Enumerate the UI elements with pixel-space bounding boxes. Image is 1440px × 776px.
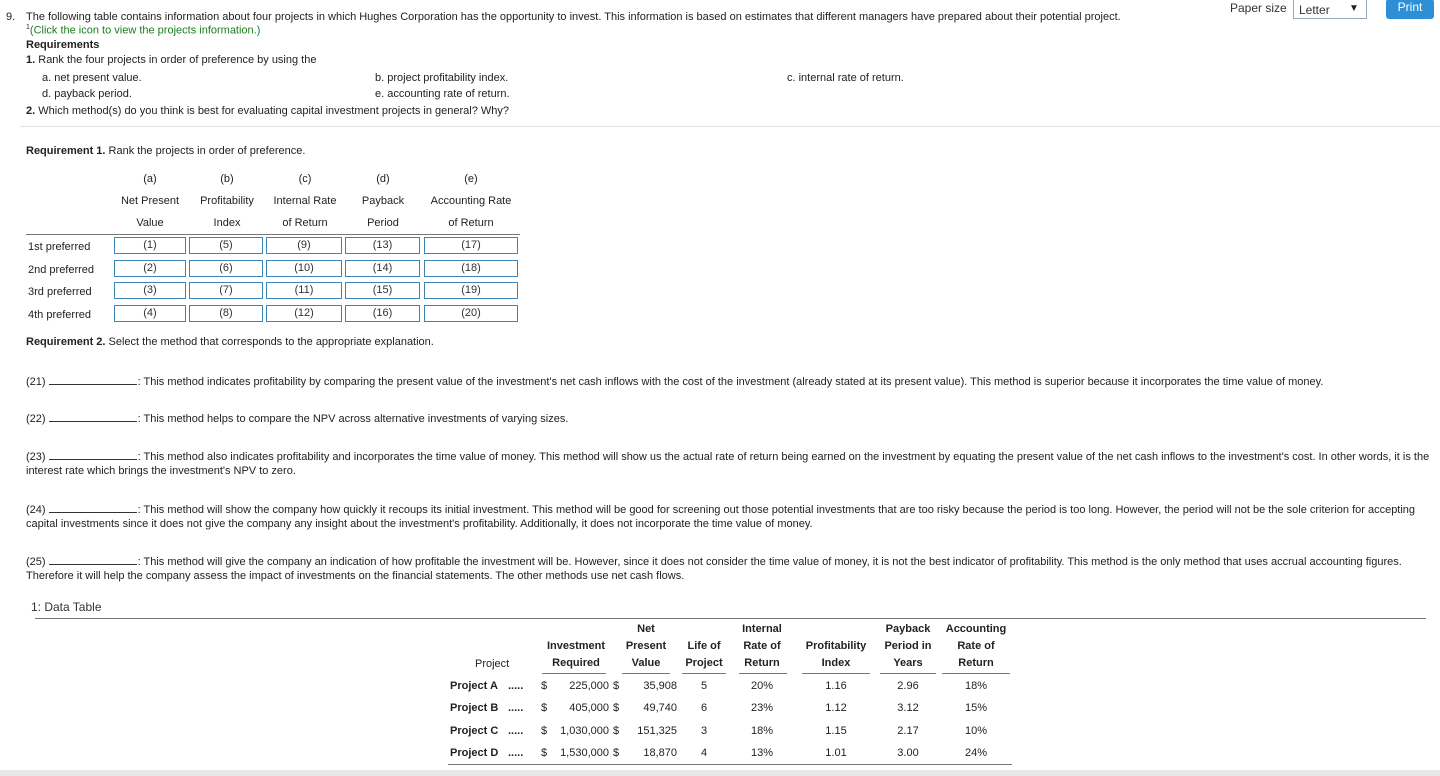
- row-a-project: Project A: [450, 680, 498, 692]
- col-e-letter: (e): [464, 173, 478, 185]
- hdr-payback-1: Payback: [885, 623, 931, 635]
- explanation-num-23: (23): [26, 451, 46, 463]
- explanation-22: [26, 411, 1431, 426]
- col-d-line2: Period: [367, 217, 399, 229]
- option-d: d. payback period.: [42, 88, 132, 100]
- req1-title-bold: Requirement 1.: [26, 145, 106, 157]
- hdr-irr-3: Return: [744, 657, 780, 669]
- hdr-underline-investment: [542, 673, 606, 674]
- explanation-num-24: (24): [26, 504, 46, 516]
- col-c-letter: (c): [298, 173, 312, 185]
- rank-input-12[interactable]: (12): [266, 305, 342, 322]
- col-a-line2: Value: [136, 217, 164, 229]
- col-d-letter: (d): [376, 173, 390, 185]
- table-header-line: [26, 234, 520, 235]
- row-a-dollar1: $: [541, 680, 548, 692]
- row-d-project: Project D: [450, 747, 499, 759]
- hdr-irr-2: Rate of: [743, 640, 781, 652]
- dropdown-arrow-icon[interactable]: ▼: [1349, 3, 1359, 14]
- explanation-text-23: : This method also indicates profitability and incorporates the time value of money. This method will show us the actual rate of return being earned on the investment by equating the present value of the net cash inflows to the investment's cost. In other words, it is the interest rate which brings the investment's NPV to zero.: [26, 451, 1430, 477]
- explanation-text-24: : This method will show the company how quickly it recoups its initial investment. This method will be good for screening out those potential investments that are too risky because the period is too long. However, the period will not be the sole criterion for accepting capital investments since it does not give the company any insight about the investment's profitability. Additionally, it does not incorporate the time value of money.: [26, 504, 1416, 530]
- row-b-life: 6: [700, 702, 708, 714]
- hdr-irr-1: Internal: [742, 623, 782, 635]
- explanation-text-21: : This method indicates profitability by comparing the present value of the investment's net cash inflows with the cost of the investment (already stated at its present value). This method is superior because it incorporates the time value of money.: [137, 376, 1324, 388]
- row-d-arr: 24%: [964, 747, 988, 759]
- rank-input-17[interactable]: (17): [424, 237, 518, 254]
- hdr-payback-3: Years: [893, 657, 923, 669]
- requirement-2-text: [26, 105, 509, 117]
- req1-title-text: Rank the projects in order of preference.: [105, 145, 306, 157]
- row-b-dollar2: $: [613, 702, 620, 714]
- row-b-project: Project B: [450, 702, 499, 714]
- option-b: b. project profitability index.: [375, 72, 509, 84]
- row-a-arr: 18%: [964, 680, 988, 692]
- explanation-23: [26, 449, 1431, 478]
- explanation-24: [26, 502, 1431, 531]
- col-b-letter: (b): [220, 173, 234, 185]
- row-c-pi: 1.15: [825, 725, 847, 737]
- view-projects-link[interactable]: [26, 24, 260, 37]
- rank-input-6[interactable]: (6): [189, 260, 263, 277]
- col-c-line2: of Return: [282, 217, 328, 229]
- rank-input-7[interactable]: (7): [189, 282, 263, 299]
- col-a-line1: Net Present: [120, 195, 180, 207]
- row-a-irr: 20%: [750, 680, 774, 692]
- requirement-2-title: [26, 336, 434, 348]
- col-c-line1: Internal Rate: [273, 195, 337, 207]
- hdr-arr-2: Rate of: [957, 640, 995, 652]
- row-a-pi: 1.16: [825, 680, 847, 692]
- rank-input-11[interactable]: (11): [266, 282, 342, 299]
- row-label-3rd: 3rd preferred: [28, 286, 92, 298]
- question-number: 9.: [6, 11, 16, 23]
- explanation-text-25: : This method will give the company an indication of how profitable the investment will be. However, since it does not consider the time value of money, it is not the best indicator of profitability. This method is the only method that uses accrual accounting figures. Therefore it will help the company assess the impact of investments on the financial statements. The other methods use net cash flows.: [26, 556, 1402, 582]
- print-button[interactable]: Print: [1386, 0, 1434, 19]
- row-a-dollar2: $: [613, 680, 620, 692]
- rank-input-18[interactable]: (18): [424, 260, 518, 277]
- hdr-npv-3: Value: [631, 657, 661, 669]
- row-b-irr: 23%: [750, 702, 774, 714]
- hdr-arr-1: Accounting: [945, 623, 1007, 635]
- option-c: c. internal rate of return.: [787, 72, 904, 84]
- row-d-dollar2: $: [613, 747, 620, 759]
- row-a-investment: 225,000: [569, 680, 609, 692]
- requirement-1-text: [26, 54, 316, 66]
- question-text: The following table contains information about four projects in which Hughes Corporation has the opportunity to invest. This information is based on estimates that different managers have prepared about their potential project.: [26, 11, 1121, 23]
- req2-body: Which method(s) do you think is best for evaluating capital investment projects in general? Why?: [38, 105, 510, 117]
- rank-input-1[interactable]: (1): [114, 237, 186, 254]
- row-label-2nd: 2nd preferred: [28, 264, 95, 276]
- row-d-npv: 18,870: [643, 747, 677, 759]
- method-select-23[interactable]: [49, 449, 137, 460]
- req1-number: 1.: [26, 54, 36, 66]
- row-d-irr: 13%: [750, 747, 774, 759]
- row-c-irr: 18%: [750, 725, 774, 737]
- data-table-title: 1: Data Table: [31, 600, 102, 614]
- data-table-divider: [35, 618, 1426, 619]
- rank-input-20[interactable]: (20): [424, 305, 518, 322]
- rank-input-16[interactable]: (16): [345, 305, 420, 322]
- method-select-22[interactable]: [49, 411, 137, 422]
- explanation-25: [26, 554, 1431, 583]
- section-divider: [20, 126, 1440, 127]
- col-d-line1: Payback: [361, 195, 405, 207]
- row-a-dots: .....: [508, 680, 524, 692]
- row-c-investment: 1,030,000: [560, 725, 609, 737]
- row-d-payback: 3.00: [897, 747, 919, 759]
- method-select-24[interactable]: [49, 502, 137, 513]
- req1-body: Rank the four projects in order of preference by using the: [38, 54, 317, 66]
- hdr-pi-2: Index: [821, 657, 851, 669]
- hdr-underline-payback: [880, 673, 936, 674]
- view-projects-link-text: (Click the icon to view the projects information.): [29, 24, 261, 37]
- table-bottom-line: [448, 764, 1012, 765]
- hdr-investment-2: Required: [552, 657, 600, 669]
- hdr-underline-arr: [942, 673, 1010, 674]
- row-b-investment: 405,000: [569, 702, 609, 714]
- explanation-num-21: (21): [26, 376, 46, 388]
- paper-size-label: Paper size: [1230, 1, 1287, 15]
- hdr-investment-1: Investment: [546, 640, 606, 652]
- row-c-payback: 2.17: [897, 725, 919, 737]
- rank-input-19[interactable]: (19): [424, 282, 518, 299]
- rank-input-13[interactable]: (13): [345, 237, 420, 254]
- row-c-arr: 10%: [964, 725, 988, 737]
- req2-title-text: Select the method that corresponds to the appropriate explanation.: [105, 336, 434, 348]
- hdr-project: Project: [475, 658, 510, 670]
- rank-input-3[interactable]: (3): [114, 282, 186, 299]
- row-d-investment: 1,530,000: [560, 747, 609, 759]
- option-a: a. net present value.: [42, 72, 142, 84]
- hdr-arr-3: Return: [958, 657, 994, 669]
- col-b-line2: Index: [213, 217, 241, 229]
- requirements-title: Requirements: [26, 39, 100, 51]
- hdr-life-1: Life of: [687, 640, 721, 652]
- row-c-dots: .....: [508, 725, 524, 737]
- req2-title-bold: Requirement 2.: [26, 336, 106, 348]
- hdr-npv-2: Present: [625, 640, 667, 652]
- option-e: e. accounting rate of return.: [375, 88, 510, 100]
- method-select-25[interactable]: [49, 554, 137, 565]
- row-c-npv: 151,325: [637, 725, 677, 737]
- rank-input-9[interactable]: (9): [266, 237, 342, 254]
- row-d-pi: 1.01: [825, 747, 847, 759]
- row-b-dollar1: $: [541, 702, 548, 714]
- row-b-payback: 3.12: [897, 702, 919, 714]
- row-b-arr: 15%: [964, 702, 988, 714]
- hdr-payback-2: Period in: [884, 640, 932, 652]
- row-c-project: Project C: [450, 725, 499, 737]
- row-a-npv: 35,908: [643, 680, 677, 692]
- method-select-21[interactable]: [49, 374, 137, 385]
- rank-input-10[interactable]: (10): [266, 260, 342, 277]
- col-e-line1: Accounting Rate: [430, 195, 512, 207]
- explanation-text-22: : This method helps to compare the NPV across alternative investments of varying sizes.: [137, 413, 569, 425]
- explanation-num-25: (25): [26, 556, 46, 568]
- explanation-21: [26, 374, 1431, 389]
- hdr-pi-1: Profitability: [805, 640, 867, 652]
- req2-number: 2.: [26, 105, 36, 117]
- hdr-underline-irr: [739, 673, 787, 674]
- row-label-1st: 1st preferred: [28, 241, 91, 253]
- explanation-num-22: (22): [26, 413, 46, 425]
- row-a-payback: 2.96: [897, 680, 919, 692]
- hdr-underline-npv: [622, 673, 670, 674]
- row-b-npv: 49,740: [643, 702, 677, 714]
- row-b-dots: .....: [508, 702, 524, 714]
- row-c-dollar2: $: [613, 725, 620, 737]
- rank-input-4[interactable]: (4): [114, 305, 186, 322]
- rank-input-15[interactable]: (15): [345, 282, 420, 299]
- col-b-line1: Profitability: [200, 195, 254, 207]
- rank-input-8[interactable]: (8): [189, 305, 263, 322]
- row-c-life: 3: [700, 725, 708, 737]
- hdr-npv-1: Net: [637, 623, 655, 635]
- col-e-line2: of Return: [448, 217, 494, 229]
- hdr-underline-life: [682, 673, 726, 674]
- rank-input-14[interactable]: (14): [345, 260, 420, 277]
- rank-input-5[interactable]: (5): [189, 237, 263, 254]
- rank-input-2[interactable]: (2): [114, 260, 186, 277]
- col-a-letter: (a): [143, 173, 157, 185]
- row-a-life: 5: [700, 680, 708, 692]
- footnote-marker: 1: [26, 24, 30, 31]
- row-label-4th: 4th preferred: [28, 309, 91, 321]
- row-b-pi: 1.12: [825, 702, 847, 714]
- row-d-dots: .....: [508, 747, 524, 759]
- row-c-dollar1: $: [541, 725, 548, 737]
- hdr-life-2: Project: [685, 657, 723, 669]
- paper-size-value: Letter: [1299, 3, 1330, 17]
- window-bottom-edge: [0, 770, 1440, 776]
- row-d-life: 4: [700, 747, 708, 759]
- hdr-underline-pi: [802, 673, 870, 674]
- requirement-1-title: [26, 145, 305, 157]
- row-d-dollar1: $: [541, 747, 548, 759]
